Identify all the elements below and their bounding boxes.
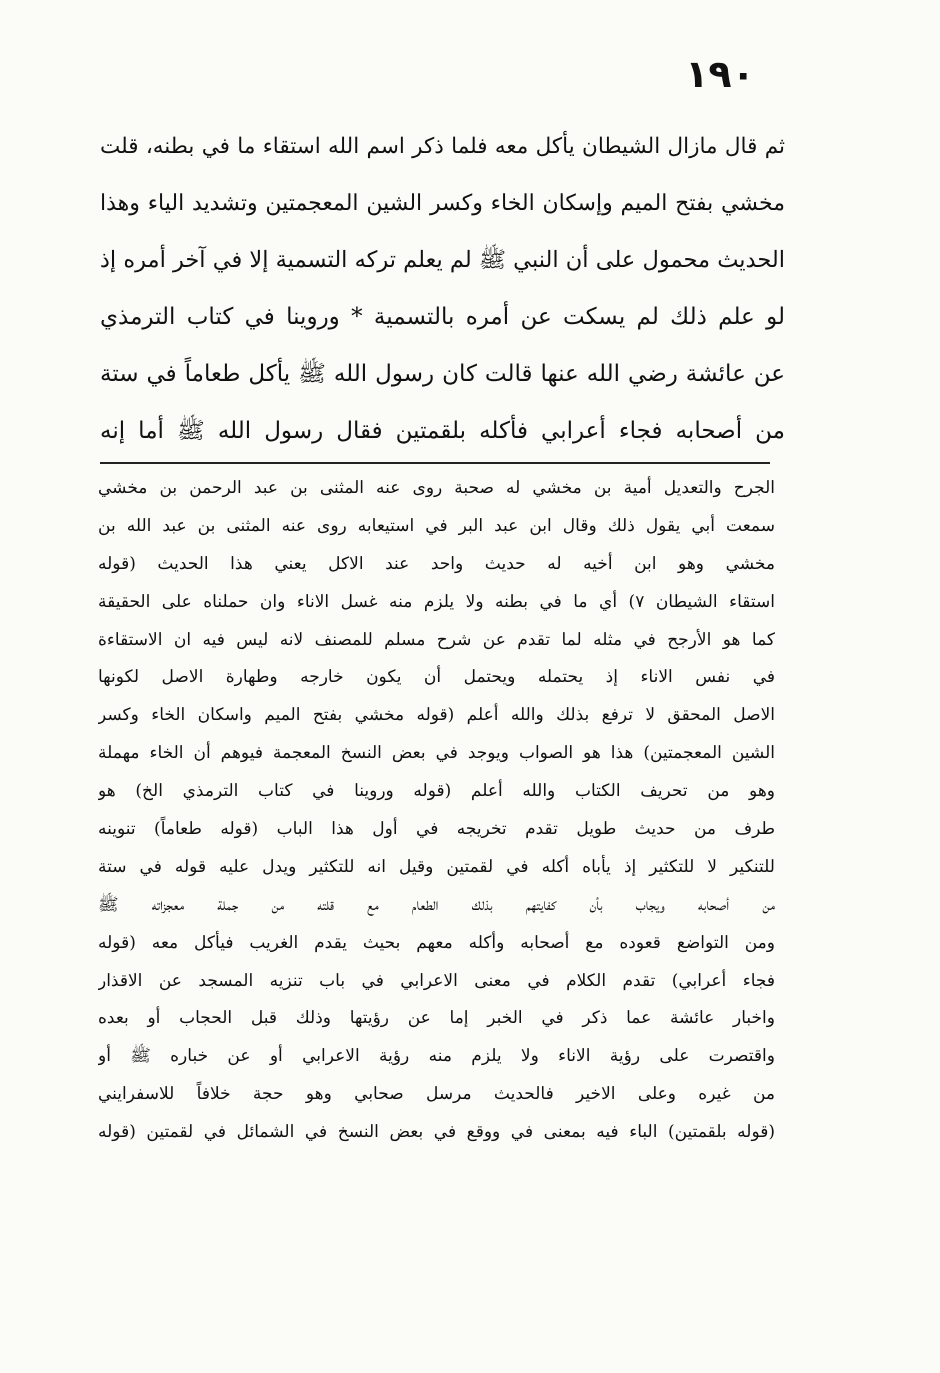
commentary-line: من أصحابه ويجاب بأن كفايتهم بذلك الطعام مع قلته من جملة معجزاته ﷺ [98, 894, 775, 915]
commentary-text [98, 470, 775, 1152]
commentary-line: الاصل المحقق لا ترفع بذلك والله أعلم (قوله مخشي بفتح الميم واسكان الخاء وكسر [98, 705, 775, 726]
page-number: ١٩٠ [685, 52, 755, 96]
commentary-line: الجرح والتعديل أمية بن مخشي له صحبة روى عنه المثنى بن عبد الرحمن بن مخشي [98, 478, 775, 498]
commentary-line: واخبار عائشة عما ذكر في الخبر إما عن رؤيتها وذلك قبل الحجاب أو بعده [98, 1008, 775, 1029]
commentary-line: طرف من حديث طويل تقدم تخريجه في أول هذا الباب (قوله طعاماً) تنوينه [98, 819, 775, 840]
main-text-line: ثم قال مازال الشيطان يأكل معه فلما ذكر اسم الله استقاء ما في بطنه، قلت [100, 134, 785, 159]
commentary-line: في نفس الاناء إذ يحتمله ويحتمل أن يكون خارجه وطهارة الاصل لكونها [98, 667, 775, 688]
commentary-line: فجاء أعرابي) تقدم الكلام في معنى الاعرابي في باب تنزيه المسجد عن الاقذار [98, 970, 775, 991]
commentary-line: للتنكير لا للتكثير إذ يأباه أكله في لقمتين وقيل انه للتكثير ويدل عليه قوله في ستة [98, 856, 775, 877]
commentary-line: سمعت أبي يقول ذلك وقال ابن عبد البر في استيعابه روى عنه المثنى بن عبد الله بن [98, 515, 775, 536]
commentary-line: الشين المعجمتين) هذا هو الصواب ويوجد في بعض النسخ المعجمة فيوهم أن الخاء مهملة [98, 743, 775, 764]
main-text-line: الحديث محمول على أن النبي ﷺ لم يعلم تركه التسمية إلا في آخر أمره إذ [100, 247, 785, 273]
commentary-line: كما هو الأرجح في مثله لما تقدم عن شرح مسلم للمصنف لانه ليس فيه ان الاستقاءة [98, 629, 775, 650]
main-text-line: من أصحابه فجاء أعرابي فأكله بلقمتين فقال رسول الله ﷺ أما إنه [100, 418, 785, 444]
main-text-line: مخشي بفتح الميم وإسكان الخاء وكسر الشين المعجمتين وتشديد الياء وهذا [100, 191, 785, 216]
commentary-line: (قوله بلقمتين) الباء فيه بمعنى في ووقع في بعض النسخ في الشمائل في لقمتين (قوله [98, 1122, 775, 1143]
commentary-line: استقاء الشيطان ٧) أي ما في بطنه ولا يلزم منه غسل الاناء وان حملناه على الحقيقة [98, 591, 775, 612]
commentary-line: ومن التواضع قعوده مع أصحابه وأكله معهم بحيث يقدم الغريب فيأكل معه (قوله [98, 932, 775, 953]
main-text-line: لو علم ذلك لم يسكت عن أمره بالتسمية * وروينا في كتاب الترمذي [100, 304, 785, 330]
commentary-line: واقتصرت على رؤية الاناء ولا يلزم منه رؤية الاعرابي أو عن خباره ﷺ أو [98, 1046, 775, 1067]
main-text [100, 118, 785, 460]
commentary-line: مخشي وهو ابن أخيه له حديث واحد عند الاكل يعني هذا الحديث (قوله [98, 553, 775, 574]
section-divider [100, 462, 770, 464]
commentary-line: وهو من تحريف الكتاب والله أعلم (قوله وروينا في كتاب الترمذي الخ) هو [98, 781, 775, 802]
commentary-line: من غيره وعلى الاخير فالحديث مرسل صحابي وهو حجة خلافاً للاسفرايني [98, 1084, 775, 1105]
main-text-line: عن عائشة رضي الله عنها قالت كان رسول الله ﷺ يأكل طعاماً في ستة [100, 361, 785, 387]
